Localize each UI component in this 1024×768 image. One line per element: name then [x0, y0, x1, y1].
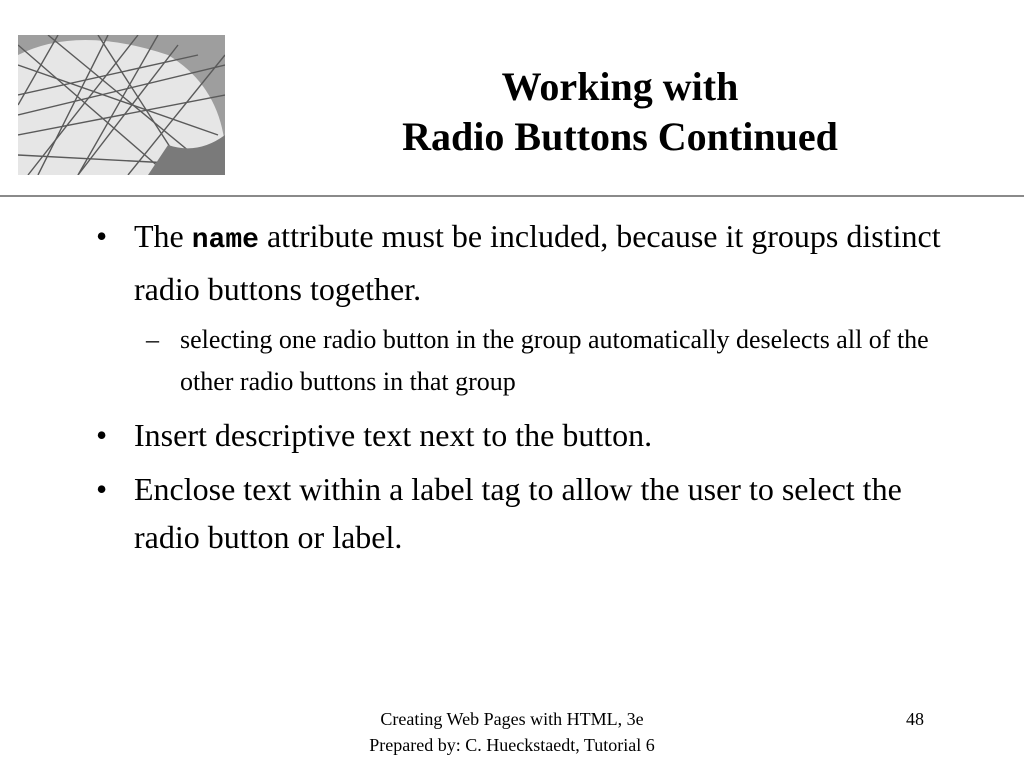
sub-bullet-selecting	[138, 319, 956, 403]
sub-bullet-text: selecting one radio button in the group automatically deselects all of the other radio buttons in that group	[180, 325, 929, 396]
footer-course: Creating Web Pages with HTML, 3e	[380, 709, 644, 729]
title-line-2: Radio Buttons Continued	[402, 114, 838, 159]
bullet-marker: •	[96, 218, 108, 254]
bullet-1-suffix: attribute must be included, because it groups distinct radio buttons together.	[134, 218, 941, 307]
dash-marker: –	[146, 325, 159, 354]
slide-title	[240, 62, 1000, 162]
bullet-1-prefix: The	[134, 218, 184, 254]
bullet-marker: •	[96, 471, 108, 507]
bullet-2-text: Insert descriptive text next to the button.	[134, 417, 653, 453]
title-line-1: Working with	[501, 64, 739, 109]
bullet-3-text: Enclose text within a label tag to allow the user to select the radio button or label.	[134, 471, 902, 555]
title-divider	[0, 195, 1024, 197]
slide-body	[96, 212, 956, 567]
slide-footer	[312, 706, 712, 758]
bullet-marker: •	[96, 417, 108, 453]
bullet-1-code: name	[191, 225, 259, 256]
bullet-label-tag	[96, 465, 956, 561]
bullet-name-attribute	[96, 212, 956, 313]
decorative-antenna-image	[18, 35, 225, 175]
footer-author: Prepared by: C. Hueckstaedt, Tutorial 6	[369, 735, 655, 755]
bullet-descriptive-text	[96, 411, 956, 459]
page-number: 48	[906, 709, 924, 729]
